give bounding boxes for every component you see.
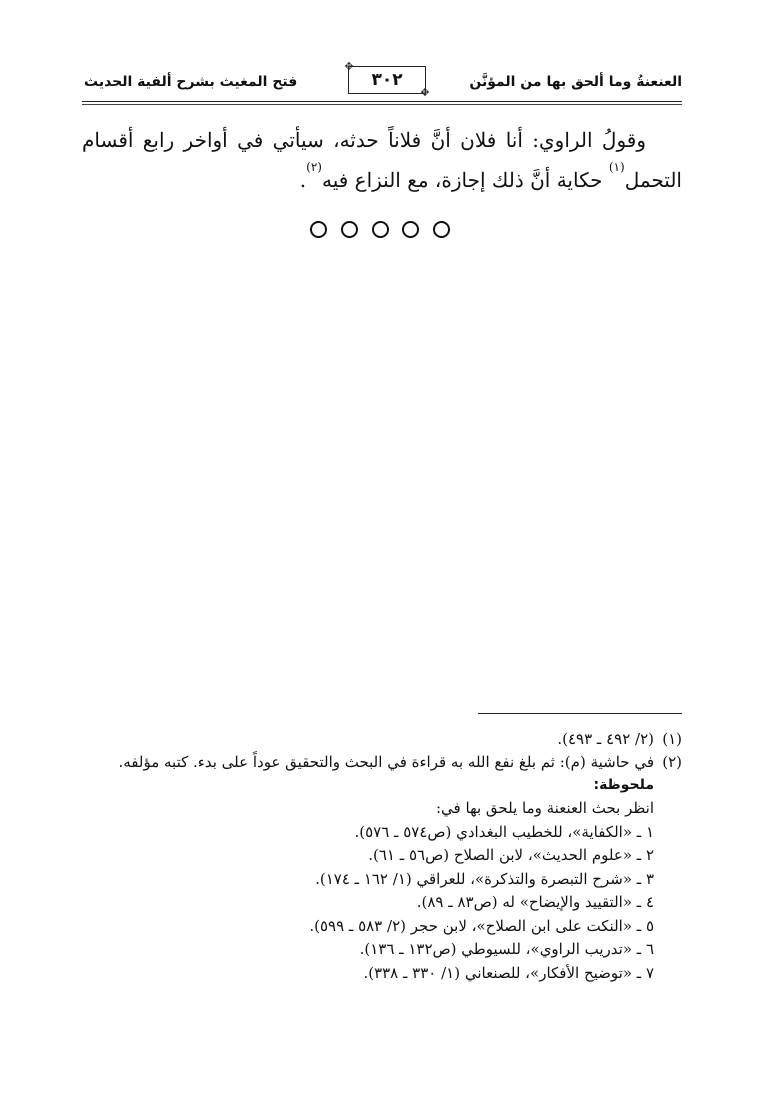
paragraph-text: وقولُ الراوي: أنا فلان أنَّ فلاناً حدثه، سيأتي في أواخر رابع أقسام التحمل [82, 128, 682, 192]
note-title: ملحوظة: [593, 777, 654, 793]
circle-ornament-icon [341, 221, 358, 238]
footnote-text: في حاشية (م): ثم بلغ نفع الله به قراءة في البحث والتحقيق عوداً على بدء. كتبه مؤلفه. [118, 753, 654, 771]
note-intro: انظر بحث العنعنة وما يلحق بها في: [436, 799, 654, 817]
footnote-2 [82, 751, 682, 774]
reference-item: ١ ـ «الكفاية»، للخطيب البغدادي (ص٥٧٤ ـ ٥٧٦). [354, 822, 654, 841]
reference-item: ٧ ـ «توضيح الأفكار»، للصنعاني (١/ ٣٣٠ ـ ٣٣٨). [363, 963, 654, 982]
circle-ornament-icon [433, 221, 450, 238]
footnote-rule [478, 713, 682, 714]
footnote-number: (١) [662, 730, 682, 748]
page-header [82, 60, 682, 100]
circle-ornament-icon [372, 221, 389, 238]
reference-item: ٣ ـ «شرح التبصرة والتذكرة»، للعراقي (١/ ١٦٢ ـ ١٧٤). [315, 869, 654, 888]
circle-ornament-icon [402, 221, 419, 238]
note-block [82, 774, 654, 985]
chapter-running-title: العنعنةُ وما ألحق بها من المؤنَّن [469, 74, 682, 90]
section-separator [310, 214, 450, 244]
footnote-1 [82, 728, 682, 751]
header-rule [82, 101, 682, 102]
reference-item: ٢ ـ «علوم الحديث»، لابن الصلاح (ص٥٦ ـ ٦١). [368, 846, 654, 864]
reference-item: ٤ ـ «التقييد والإيضاح» له (ص٨٣ ـ ٨٩). [416, 893, 654, 911]
paragraph-end: . [299, 168, 307, 192]
page-number-frame [344, 60, 430, 99]
reference-item: ٥ ـ «النكت على ابن الصلاح»، لابن حجر (٢/ ٥٨٣ ـ ٥٩٩). [309, 916, 654, 935]
main-paragraph [82, 120, 682, 200]
footnote-ref-1[interactable]: (١) [608, 160, 625, 174]
book-running-title: فتح المغيث بشرح ألفية الحديث [84, 74, 298, 90]
paragraph-text-continued: حكاية أنَّ ذلك إجازة، مع النزاع فيه [321, 168, 609, 192]
corner-ornament-icon: ✥ [344, 60, 354, 73]
footnote-number: (٢) [662, 753, 682, 771]
header-rule-thin [82, 104, 682, 105]
circle-ornament-icon [310, 221, 327, 238]
corner-ornament-icon: ✥ [420, 86, 430, 99]
footnote-text: (٢/ ٤٩٢ ـ ٤٩٣). [557, 730, 654, 748]
footnote-ref-2[interactable]: (٢) [306, 160, 322, 174]
page-number: ٣٠٢ [371, 70, 403, 90]
footnotes-section [82, 728, 682, 985]
reference-item: ٦ ـ «تدريب الراوي»، للسيوطي (ص١٣٢ ـ ١٣٦). [359, 940, 654, 958]
